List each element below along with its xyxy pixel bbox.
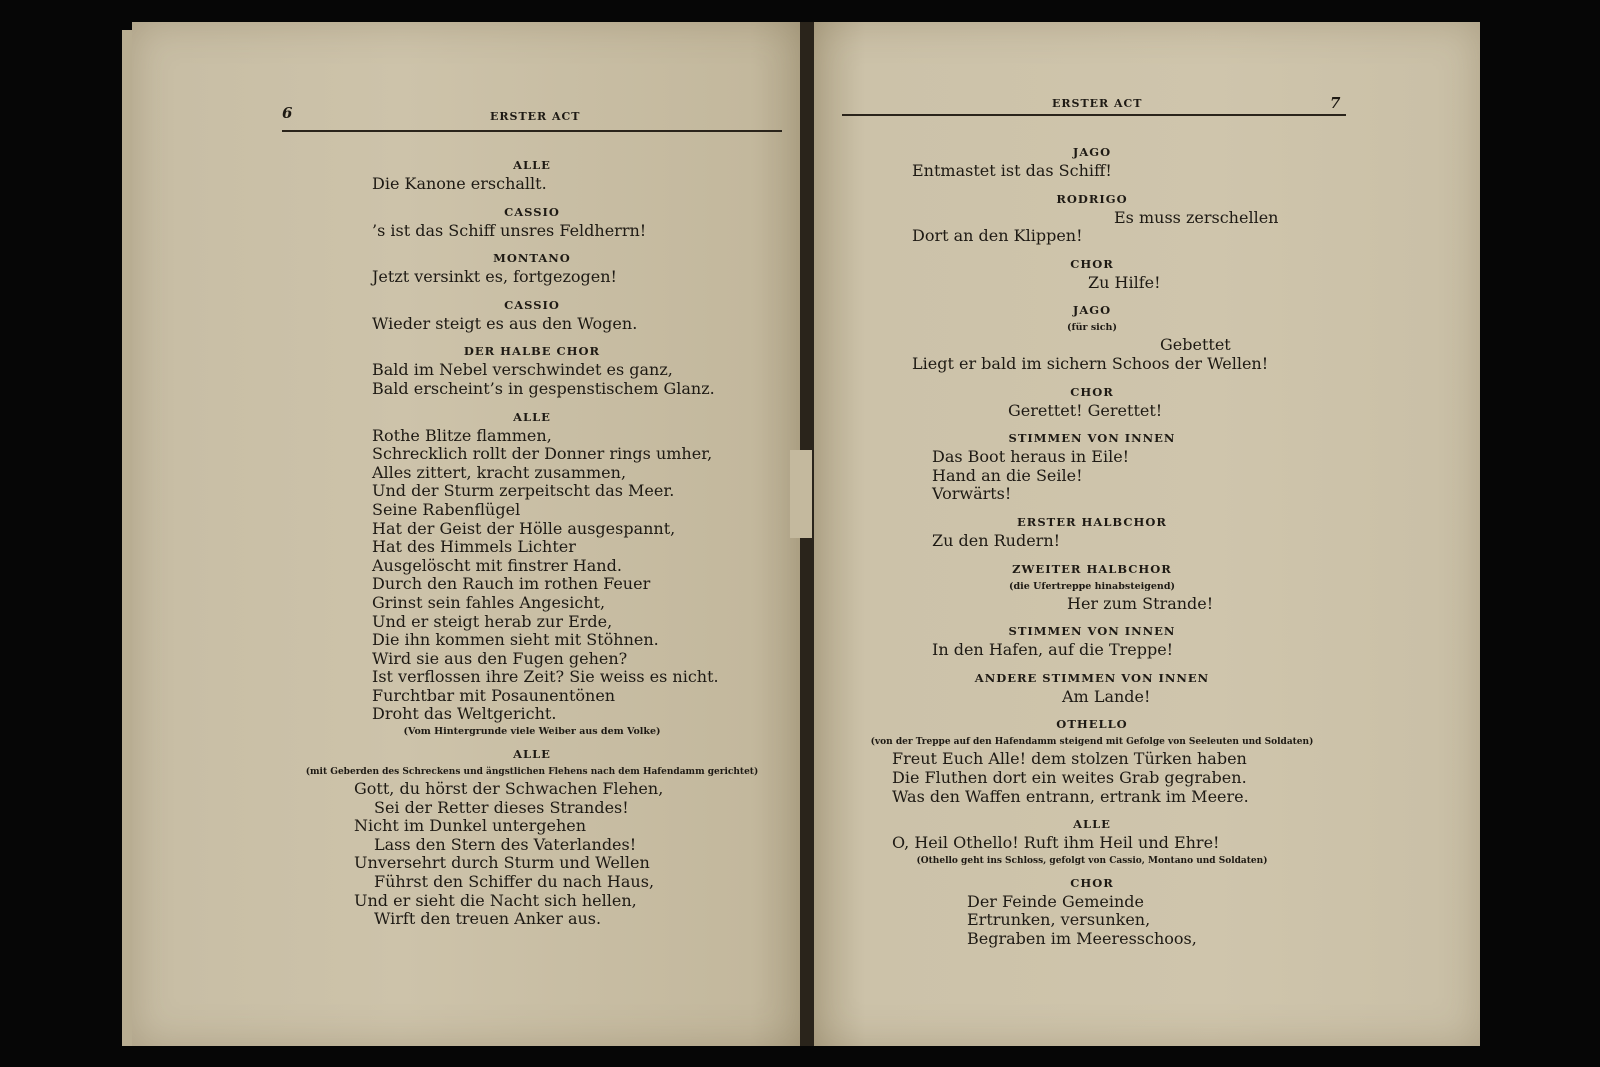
speaker-name: CASSIO: [504, 204, 560, 219]
verse-line: Wird sie aus den Fugen gehen?: [372, 648, 628, 668]
verse-line: Freut Euch Alle! dem stolzen Türken haben: [892, 749, 1247, 769]
speaker-name: JAGO: [1072, 145, 1112, 159]
speaker-name: CHOR: [1070, 256, 1114, 271]
verse-line: Schrecklich rollt der Donner rings umher,: [372, 444, 713, 464]
left-header-rule: [282, 130, 782, 132]
right-header-rule: [842, 114, 1346, 116]
right-text-column: [870, 142, 1332, 948]
verse-line: Der Feinde Gemeinde: [967, 891, 1144, 911]
verse-line: Durch den Rauch im rothen Feuer: [372, 574, 651, 594]
verse-line: Seine Rabenflügel: [372, 499, 521, 519]
verse-line: Es muss zerschellen: [1114, 207, 1279, 227]
verse-line: Unversehrt durch Sturm und Wellen: [354, 853, 650, 873]
verse-line: Ertrunken, versunken,: [967, 910, 1151, 930]
verse-line: Lass den Stern des Vaterlandes!: [374, 834, 637, 854]
speaker-name: STIMMEN VON INNEN: [1008, 431, 1176, 446]
speaker-name: STIMMEN VON INNEN: [1008, 624, 1176, 639]
verse-line: Droht das Weltgericht.: [372, 704, 557, 724]
verse-line: Und der Sturm zerpeitscht das Meer.: [372, 481, 675, 501]
verse-line: Die Kanone erschallt.: [372, 174, 547, 193]
verse-line: Gerettet! Gerettet!: [1008, 400, 1163, 420]
verse-line: Wieder steigt es aus den Wogen.: [372, 313, 638, 333]
verse-line: Was den Waffen entrann, ertrank im Meere.: [892, 786, 1249, 806]
verse-line: Zu Hilfe!: [1088, 272, 1161, 292]
verse-line: Liegt er bald im sichern Schoos der Wellen!: [912, 353, 1269, 373]
speaker-name: ALLE: [513, 409, 551, 424]
verse-line: Und er sieht die Nacht sich hellen,: [354, 890, 637, 910]
verse-line: Furchtbar mit Posaunentönen: [372, 685, 616, 705]
verse-line: Am Lande!: [1062, 686, 1151, 706]
stage-direction: (für sich): [1067, 322, 1117, 334]
stage-direction: (Othello geht ins Schloss, gefolgt von Cassio, Montano und Soldaten): [916, 855, 1268, 866]
verse-line: Wirft den treuen Anker aus.: [374, 909, 602, 929]
speaker-name: CHOR: [1070, 384, 1114, 399]
verse-line: Entmastet ist das Schiff!: [912, 161, 1112, 180]
verse-line: Ausgelöscht mit finstrer Hand.: [372, 555, 622, 575]
verse-line: Bald im Nebel verschwindet es ganz,: [372, 360, 673, 380]
verse-line: Hand an die Seile!: [932, 465, 1083, 485]
verse-line: Die Fluthen dort ein weites Grab gegraben.: [892, 767, 1247, 787]
binding-tab: [790, 450, 812, 538]
verse-line: Hat des Himmels Lichter: [372, 537, 576, 557]
verse-line: Vorwärts!: [932, 484, 1012, 504]
verse-line: Sei der Retter dieses Strandes!: [374, 797, 629, 817]
stage-direction: (mit Geberden des Schreckens und ängstlichen Flehens nach dem Hafendamm gerichtet): [305, 767, 759, 778]
verse-line: In den Hafen, auf die Treppe!: [932, 640, 1174, 660]
verse-line: Führst den Schiffer du nach Haus,: [374, 872, 655, 892]
stage-direction: (von der Treppe auf den Hafendamm steigend mit Gefolge von Seeleuten und Soldaten): [870, 737, 1314, 748]
verse-line: Jetzt versinkt es, fortgezogen!: [372, 267, 617, 287]
verse-line: Her zum Strande!: [1067, 593, 1214, 613]
left-text-column: [305, 155, 782, 929]
speaker-name: JAGO: [1072, 303, 1112, 318]
verse-line: ’s ist das Schiff unsres Feldherrn!: [372, 220, 647, 240]
verse-line: Gott, du hörst der Schwachen Flehen,: [354, 779, 664, 799]
verse-line: Grinst sein fahles Angesicht,: [372, 592, 606, 612]
speaker-name: ALLE: [513, 158, 551, 172]
speaker-name: DER HALBE CHOR: [463, 344, 601, 359]
speaker-name: ZWEITER HALBCHOR: [1012, 561, 1172, 576]
speaker-name: CASSIO: [504, 297, 560, 312]
speaker-name: ANDERE STIMMEN VON INNEN: [974, 670, 1210, 685]
speaker-name: MONTANO: [493, 251, 571, 266]
verse-line: Das Boot heraus in Eile!: [932, 447, 1130, 467]
left-page-number: 6: [282, 104, 293, 122]
verse-line: Alles zittert, kracht zusammen,: [372, 462, 627, 482]
verse-line: Zu den Rudern!: [932, 530, 1061, 550]
verse-line: Hat der Geist der Hölle ausgespannt,: [372, 518, 676, 538]
verse-line: Rothe Blitze flammen,: [372, 425, 552, 445]
verse-line: Die ihn kommen sieht mit Stöhnen.: [372, 630, 659, 650]
verse-line: Ist verflossen ihre Zeit? Sie weiss es nicht.: [372, 667, 719, 687]
verse-line: Und er steigt herab zur Erde,: [372, 611, 613, 631]
stage-direction: (Vom Hintergrunde viele Weiber aus dem Volke): [403, 726, 661, 738]
verse-line: Bald erscheint’s in gespenstischem Glanz.: [372, 378, 715, 398]
verse-line: O, Heil Othello! Ruft ihm Heil und Ehre!: [892, 833, 1220, 853]
verse-line: Gebettet: [1160, 335, 1231, 355]
speaker-name: ALLE: [513, 747, 551, 762]
left-running-header: ERSTER ACT: [490, 110, 581, 123]
right-running-header: ERSTER ACT: [1052, 97, 1143, 110]
speaker-name: OTHELLO: [1056, 717, 1128, 732]
right-page-number: 7: [1330, 94, 1341, 112]
speaker-name: CHOR: [1070, 875, 1114, 890]
speaker-name: RODRIGO: [1056, 191, 1128, 206]
speaker-name: ERSTER HALBCHOR: [1017, 514, 1167, 529]
verse-line: Begraben im Meeresschoos,: [967, 928, 1197, 948]
speaker-name: ALLE: [1073, 817, 1111, 832]
verse-line: Nicht im Dunkel untergehen: [354, 816, 587, 836]
stage-direction: (die Ufertreppe hinabsteigend): [1009, 580, 1175, 592]
verse-line: Dort an den Klippen!: [912, 226, 1083, 246]
